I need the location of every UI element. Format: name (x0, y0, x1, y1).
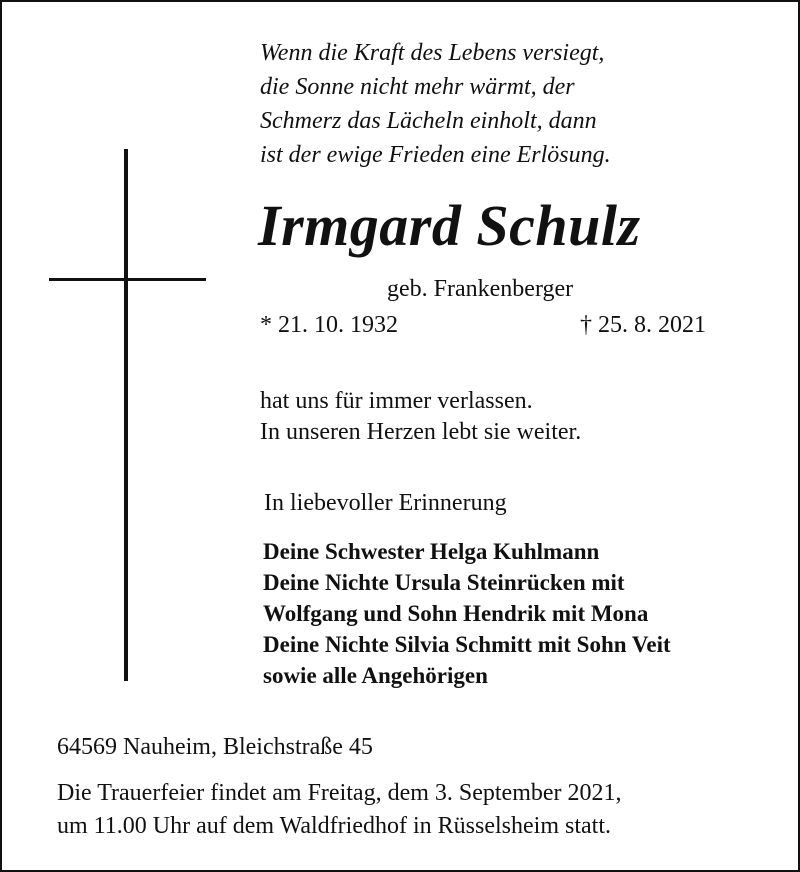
ceremony-info (57, 777, 622, 843)
mourners-list (263, 536, 671, 691)
ceremony-line: um 11.00 Uhr auf dem Waldfriedhof in Rüsselsheim statt. (57, 813, 611, 839)
message-line: hat uns für immer verlassen. (260, 388, 533, 414)
mourner-line: sowie alle Angehörigen (263, 663, 488, 688)
maiden-name: geb. Frankenberger (387, 276, 574, 302)
birth-date: * 21. 10. 1932 (260, 312, 398, 338)
mourner-line: Deine Nichte Silvia Schmitt mit Sohn Veit (263, 632, 671, 657)
mourner-line: Deine Schwester Helga Kuhlmann (263, 539, 600, 564)
memory-intro: In liebevoller Erinnerung (264, 490, 507, 516)
cross-icon-horizontal-beam (49, 278, 206, 281)
poem (260, 36, 611, 172)
poem-line: die Sonne nicht mehr wärmt, der (260, 74, 575, 100)
farewell-message (260, 386, 581, 448)
poem-line: Schmerz das Lächeln einholt, dann (260, 108, 597, 134)
address: 64569 Nauheim, Bleichstraße 45 (57, 734, 373, 760)
poem-line: ist der ewige Frieden eine Erlösung. (260, 142, 611, 168)
message-line: In unseren Herzen lebt sie weiter. (260, 419, 582, 445)
death-date: † 25. 8. 2021 (580, 312, 706, 338)
poem-line: Wenn die Kraft des Lebens versiegt, (260, 40, 605, 66)
mourner-line: Deine Nichte Ursula Steinrücken mit (263, 570, 625, 595)
ceremony-line: Die Trauerfeier findet am Freitag, dem 3. September 2021, (57, 780, 622, 806)
mourner-line: Wolfgang und Sohn Hendrik mit Mona (263, 601, 649, 626)
cross-icon-vertical-beam (124, 149, 128, 681)
deceased-name: Irmgard Schulz (258, 193, 641, 258)
